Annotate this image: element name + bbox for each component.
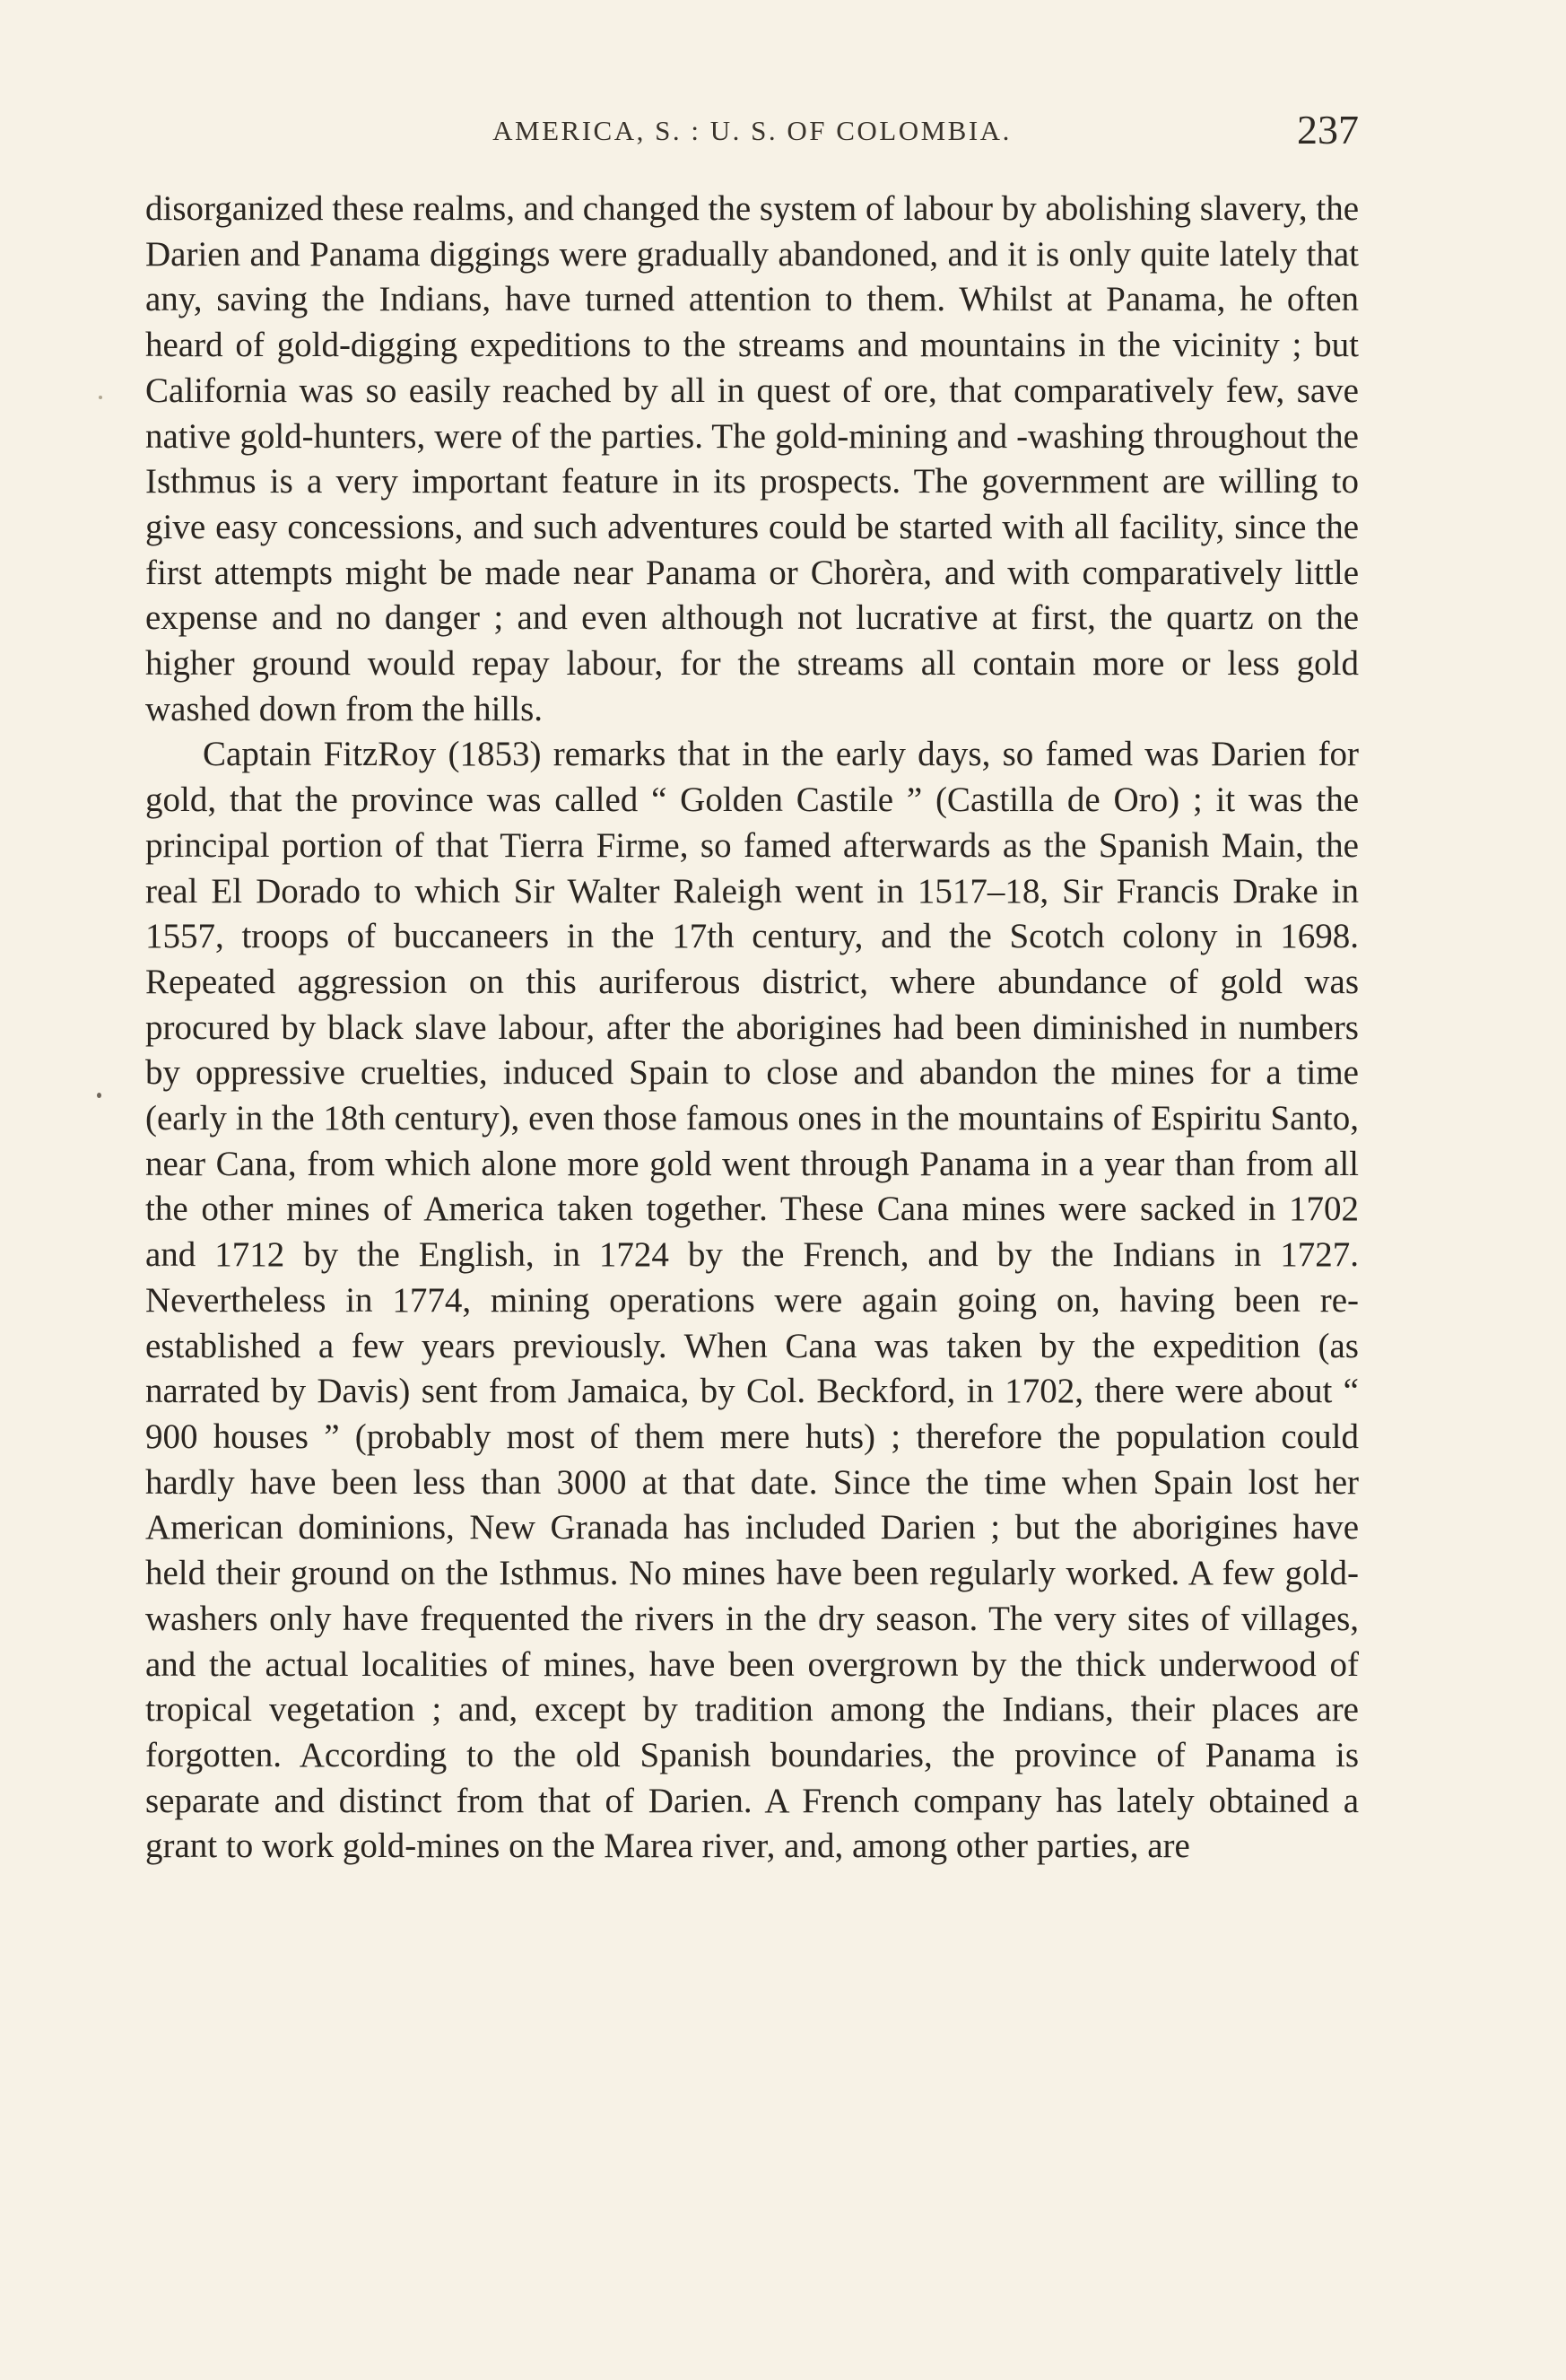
margin-speck <box>97 1093 101 1098</box>
page-header <box>145 106 1359 160</box>
paragraph-continued: disorganized these realms, and changed the system of labour by abolishing slavery, the Darien and Panama diggings were gradually abandoned, and it is only quite lately that any, saving the Indians, have turned attention to them. Whilst at Panama, he often heard of gold-digging expeditions to the streams and mountains in the vicinity ; but California was so easily reached by all in quest of ore, that comparatively few, save native gold-hunters, were of the parties. The gold-mining and -washing throughout the Isthmus is a very important feature in its prospects. The government are willing to give easy concessions, and such adventures could be started with all facility, since the first attempts might be made near Panama or Chorèra, and with comparatively little expense and no danger ; and even although not lucrative at first, the quartz on the higher ground would repay labour, for the streams all contain more or less gold washed down from the hills. <box>145 189 1359 728</box>
page-number: 237 <box>1297 107 1359 153</box>
running-head: AMERICA, S. : U. S. OF COLOMBIA. <box>492 115 1012 146</box>
paragraph-fitzroy: Captain FitzRoy (1853) remarks that in the early days, so famed was Darien for gold, that the province was called “ Golden Castile ” (Castilla de Oro) ; it was the principal portion of that Tierra Firme, so famed afterwards as the Spanish Main, the real El Dorado to which Sir Walter Raleigh went in 1517–18, Sir Francis Drake in 1557, troops of buccaneers in the 17th century, and the Scotch colony in 1698. Repeated aggression on this auriferous district, where abundance of gold was procured by black slave labour, after the aborigines had been diminished in numbers by oppressive cruelties, induced Spain to close and abandon the mines for a time (early in the 18th century), even those famous ones in the mountains of Espiritu Santo, near Cana, from which alone more gold went through Panama in a year than from all the other mines of America taken together. These Cana mines were sacked in 1702 and 1712 by the English, in 1724 by the French, and by the Indians in 1727. Nevertheless in 1774, mining operations were again going on, having been re-established a few years previously. When Cana was taken by the expedition (as narrated by Davis) sent from Jamaica, by Col. Beckford, in 1702, there were about “ 900 houses ” (probably most of them mere huts) ; therefore the population could hardly have been less than 3000 at that date. Since the time when Spain lost her American dominions, New Granada has included Darien ; but the aborigines have held their ground on the Isthmus. No mines have been regularly worked. A few gold-washers only have frequented the rivers in the dry season. The very sites of villages, and the actual localities of mines, have been overgrown by the thick underwood of tropical vegetation ; and, except by tradition among the Indians, their places are forgotten. According to the old Spanish boundaries, the province of Panama is separate and distinct from that of Darien. A French company has lately obtained a grant to work gold-mines on the Marea river, and, among other parties, are <box>145 735 1359 1866</box>
body-text <box>145 187 1359 1870</box>
margin-speck <box>99 396 102 399</box>
